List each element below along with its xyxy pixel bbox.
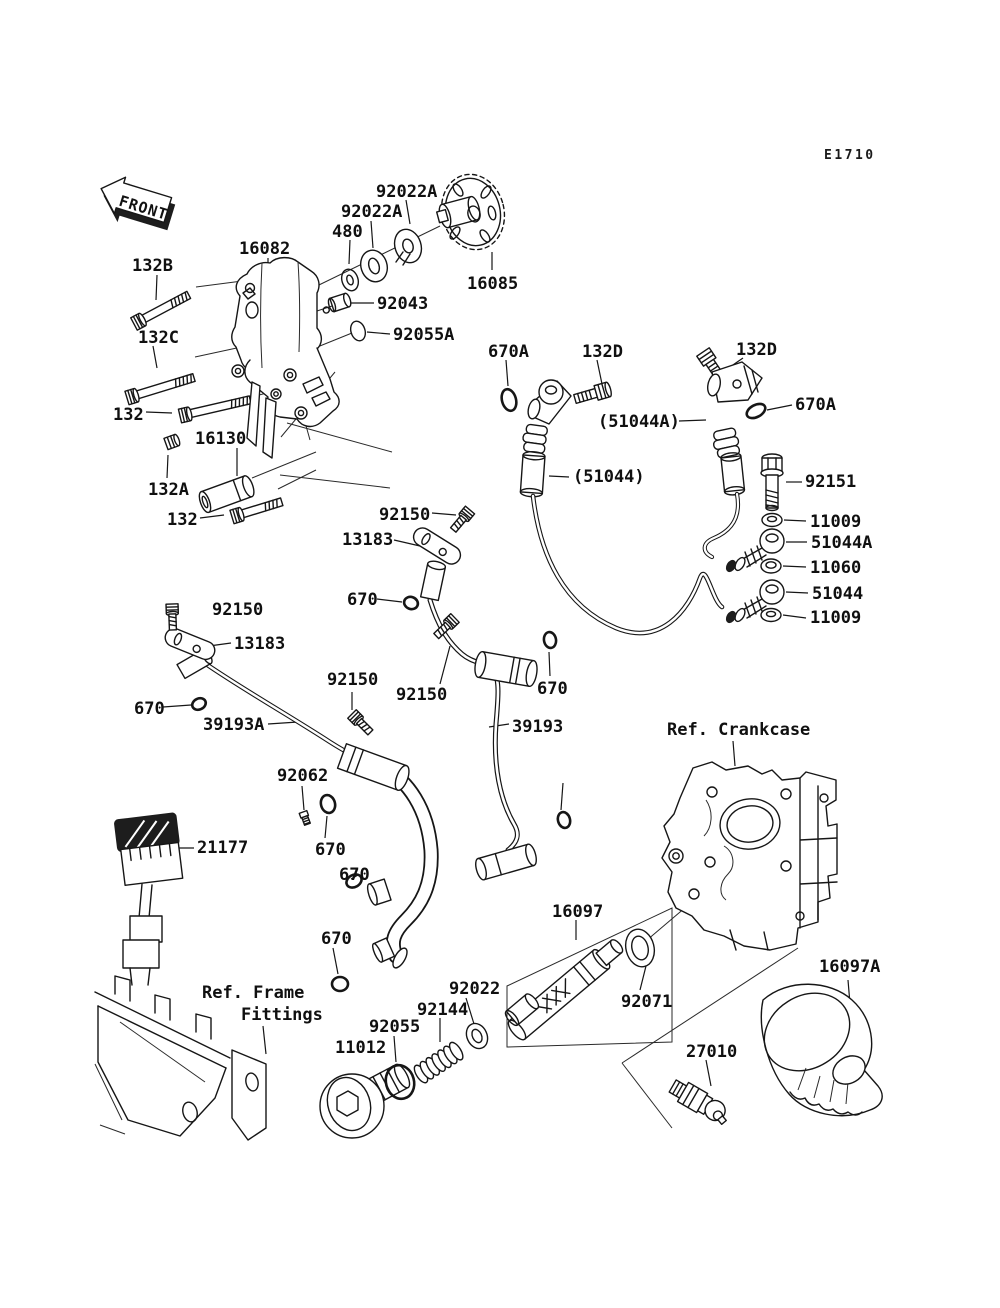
part-label-670: 670: [339, 865, 370, 885]
part-label-11009: 11009: [810, 512, 862, 532]
part-label-16097: 16097: [552, 902, 604, 922]
part-label-132d: 132D: [582, 342, 623, 362]
part-label-92022: 92022: [449, 979, 501, 999]
part-label-92071: 92071: [621, 992, 673, 1012]
part-label-92022a: 92022A: [376, 182, 438, 202]
part-label-51044a: 51044A: [811, 533, 873, 553]
part-label-92022a: 92022A: [341, 202, 403, 222]
part-label-16082: 16082: [239, 239, 291, 259]
part-label-92150: 92150: [327, 670, 379, 690]
doc-code: E1710: [824, 148, 876, 163]
part-label-670: 670: [537, 679, 568, 699]
part-label-92150: 92150: [396, 685, 448, 705]
part-label-92062: 92062: [277, 766, 329, 786]
part-label-670: 670: [347, 590, 378, 610]
part-label-670a: 670A: [795, 395, 836, 415]
part-label-132: 132: [113, 405, 144, 425]
part-label-11009: 11009: [810, 608, 862, 628]
part-label-51044: 51044: [812, 584, 864, 604]
part-label-ref-frame: Ref. Frame: [202, 983, 305, 1003]
part-label-670a: 670A: [488, 342, 529, 362]
part-label-92150: 92150: [379, 505, 431, 525]
part-label-16130: 16130: [195, 429, 247, 449]
front-arrow-label: FRONT: [116, 191, 171, 224]
part-label-27010: 27010: [686, 1042, 738, 1062]
part-label-11012: 11012: [335, 1038, 387, 1058]
part-label-ref-crankcase: Ref. Crankcase: [667, 720, 811, 740]
part-label-132a: 132A: [148, 480, 189, 500]
part-label-92151: 92151: [805, 472, 857, 492]
part-label-92144: 92144: [417, 1000, 469, 1020]
part-label-21177: 21177: [197, 838, 249, 858]
part-label-39193: 39193: [512, 717, 564, 737]
part-label-39193a: 39193A: [203, 715, 265, 735]
part-label-16097a: 16097A: [819, 957, 881, 977]
part-label-92043: 92043: [377, 294, 429, 314]
part-label-670: 670: [315, 840, 346, 860]
part-label-fittings: Fittings: [241, 1005, 323, 1025]
part-label-11060: 11060: [810, 558, 862, 578]
part-label-132: 132: [167, 510, 198, 530]
part-label-92150: 92150: [212, 600, 264, 620]
part-label-51044: (51044): [573, 467, 645, 487]
part-label-51044a: (51044A): [598, 412, 680, 432]
part-label-480: 480: [332, 222, 363, 242]
part-label-670: 670: [134, 699, 165, 719]
part-label-132c: 132C: [138, 328, 179, 348]
part-label-13183: 13183: [234, 634, 286, 654]
part-label-670: 670: [321, 929, 352, 949]
part-label-132b: 132B: [132, 256, 173, 276]
part-label-132d: 132D: [736, 340, 777, 360]
part-label-16085: 16085: [467, 274, 519, 294]
part-label-92055: 92055: [369, 1017, 421, 1037]
part-label-92055a: 92055A: [393, 325, 455, 345]
part-label-13183: 13183: [342, 530, 394, 550]
